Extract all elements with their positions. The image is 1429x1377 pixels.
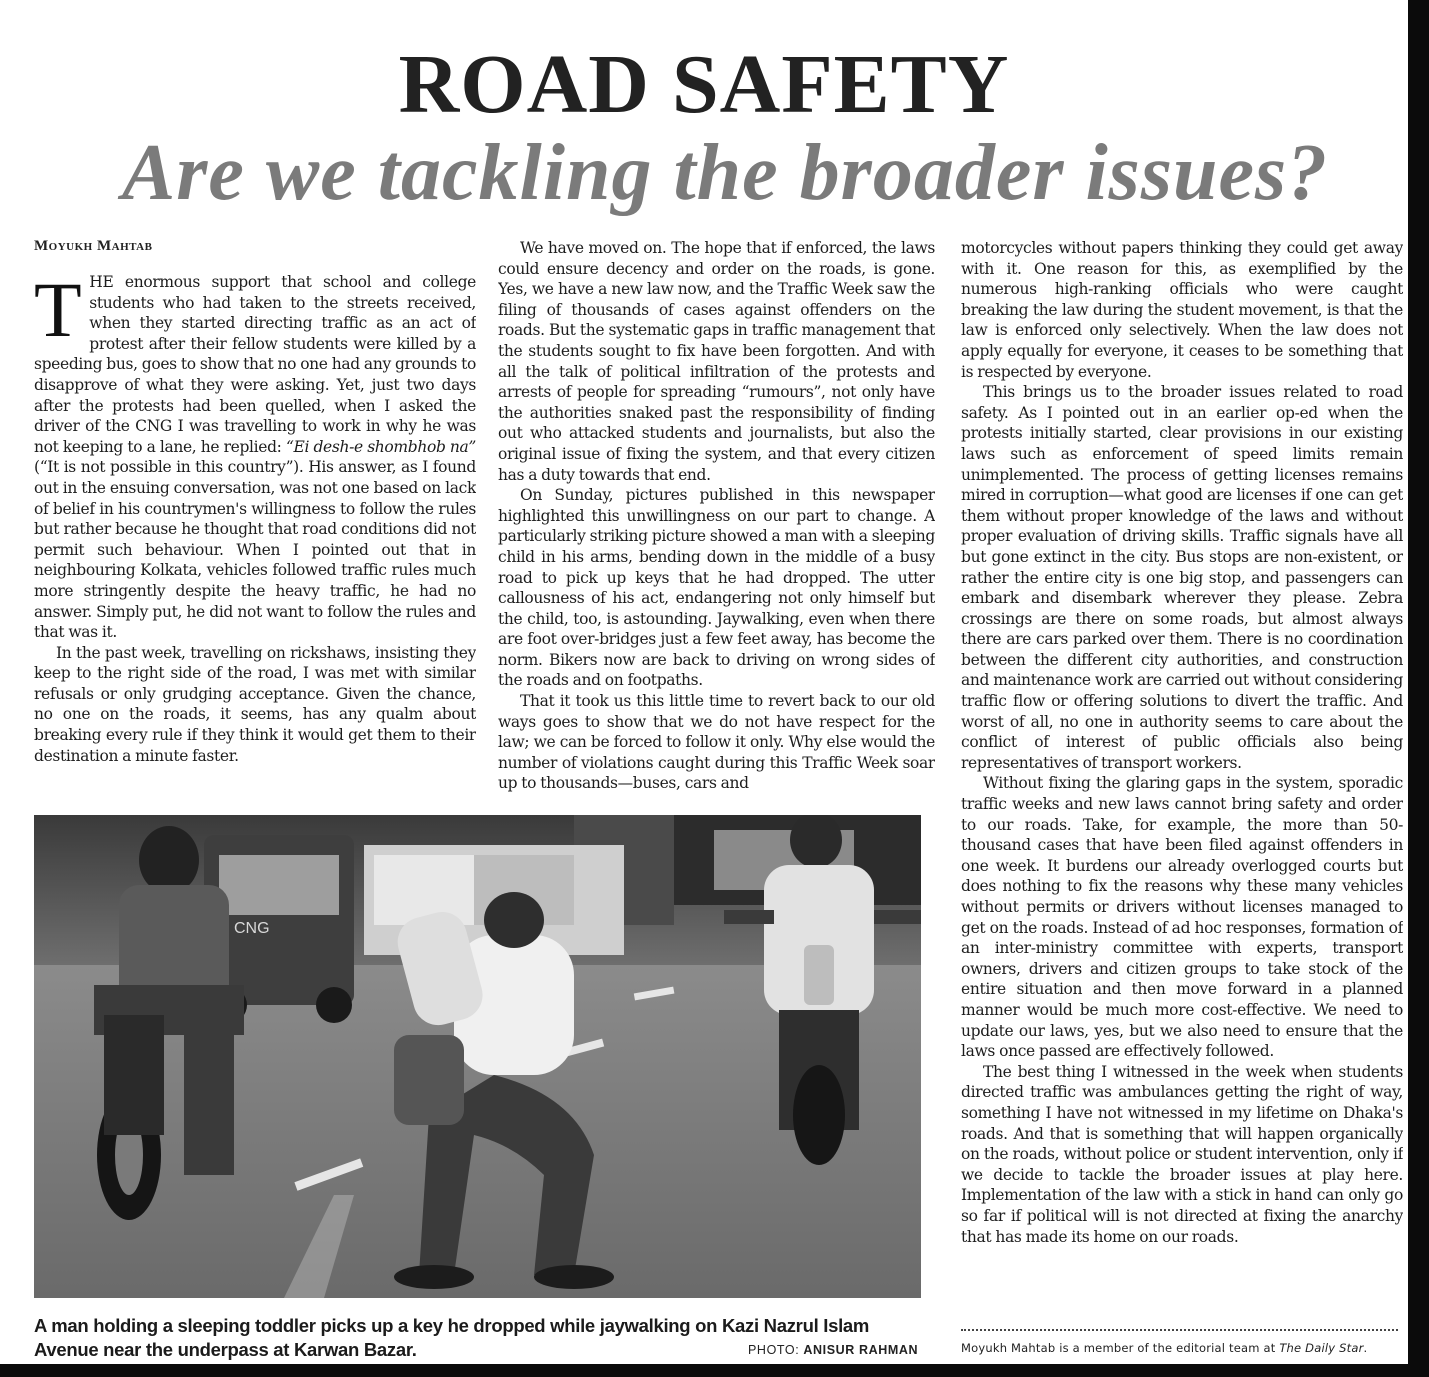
headline: ROAD SAFETY	[398, 38, 1010, 131]
bio-end: .	[1363, 1341, 1368, 1355]
quote-bengali: “Ei desh-e shombhob na”	[285, 437, 476, 456]
paragraph: This brings us to the broader issues related to road safety. As I pointed out in an earlier op-ed when the protests initially started, clear provisions in our existing laws such as enforcement of speed limits remain unimplemented. The process of getting licenses remains mired in corruption—what good are licenses if one can get them without proper knowledge of the laws and without proper evaluation of driving skills. Traffic signals have all but gone extinct in the city. Bus stops are non-existent, or rather the entire city is one big stop, and passengers can embark and disembark wherever they please. Zebra crossings are there on some roads, but almost always there are cars parked over them. There is no coordination between the different city authorities, and construction and maintenance work are carried out without considering traffic flow or offering solutions to divert the traffic. And worst of all, no one in authority seems to care about the conflict of interest of public officials also being representatives of transport workers.	[961, 383, 1403, 772]
drop-cap: T	[34, 272, 82, 353]
news-photo	[34, 815, 921, 1298]
paragraph: That it took us this little time to revert back to our old ways goes to show that we do not have respect for the law; we can be forced to follow it only. Why else would the number of violations caught during this Traffic Week soar up to thousands—buses, cars and	[498, 692, 935, 793]
paragraph: Without fixing the glaring gaps in the system, sporadic traffic weeks and new laws cannot bring safety and order to our roads. Take, for example, the more than 50-thousand cases that have been filed against offenders in one week. It burdens our already overlogged courts but does nothing to fix the reasons why these many vehicles without permits or drivers without licenses managed to get on the roads. Instead of ad hoc responses, formation of an inter-ministry committee with experts, transport owners, drivers and citizen groups to take stock of the entire situation and then move forward in a planned manner would be much more cost-effective. We need to update our laws, yes, but we also need to ensure that the laws once passed are effectively followed.	[961, 774, 1403, 1061]
paragraph: The best thing I witnessed in the week when students directed traffic was ambulances getting the right of way, something I have not witnessed in my lifetime on Dhaka's roads. And that is something that will happen organically on the roads, without police or student intervention, only if we decide to tackle the broader issues at play here. Implementation of the law with a stick in hand can only go so far if political will is not directed at fixing the anarchy that has made its home on our roads.	[961, 1062, 1403, 1246]
bottom-border-bar	[0, 1364, 1429, 1377]
paragraph-text: (“It is not possible in this country”). His answer, as I found out in the ensuing conversation, was not one based on lack of belief in his countrymen's willingness to follow the rules but rather because he thought that road conditions did not permit such behaviour. When I pointed out that in neighbouring Kolkata, vehicles followed traffic rules much more stringently despite the heavy traffic, he had no answer. Simply put, he did not want to follow the rules and that was it.	[34, 458, 476, 642]
vehicle-label: CNG	[234, 920, 270, 937]
author-bio	[961, 1341, 1367, 1355]
paragraph: On Sunday, pictures published in this newspaper highlighted this unwillingness on our part to change. A particularly striking picture showed a man with a sleeping child in his arms, bending down in the middle of a busy road to pick up keys that he had dropped. The utter callousness of his act, endangering not only himself but the child, too, is astounding. Jaywalking, even when there are foot over-bridges just a few feet away, has become the norm. Bikers now are back to driving on wrong sides of the roads and on footpaths.	[498, 486, 935, 690]
paragraph: We have moved on. The hope that if enforced, the laws could ensure decency and order on the roads, is gone. Yes, we have a new law now, and the Traffic Week saw the filing of thousands of cases against offenders on the roads. But the systematic gaps in traffic management that the students sought to fix have been forgotten. And with all the talk of political infiltration of the protests and arrests of people for spreading “rumours”, not only have the authorities snaked past the responsibility of finding out who attacked students and journalists, but also the original issue of fixing the system, and that every citizen has a duty towards that end.	[498, 239, 935, 484]
photo-caption: A man holding a sleeping toddler picks up a key he dropped while jaywalking on Kazi Nazrul Islam Avenue near the underpass at Karwan Bazar.	[34, 1315, 870, 1360]
paragraph	[34, 272, 476, 643]
paragraph: In the past week, travelling on rickshaws, insisting they keep to the right side of the road, I was met with similar refusals or only grudging acceptance. Given the chance, no one on the roads, it seems, has any qualm about breaking every rule if they think it would get them to their destination a minute faster.	[34, 643, 476, 765]
bio-divider	[961, 1329, 1398, 1331]
bio-text: Moyukh Mahtab is a member of the editorial team at	[961, 1341, 1280, 1355]
credit-label: PHOTO:	[748, 1343, 800, 1357]
publication-name: The Daily Star	[1279, 1341, 1364, 1355]
article-column-2	[498, 238, 935, 798]
photo-credit	[748, 1343, 918, 1357]
credit-name: ANISUR RAHMAN	[803, 1343, 919, 1357]
article-column-3	[961, 238, 1403, 1323]
article-column-1	[34, 272, 476, 797]
paragraph-text: enormous support that school and college students who had taken to the streets received, when they started directing traffic as an act of protest after their fellow students were killed by a speeding bus, goes to show that no one had any grounds to disapprove of what they were asking. Yet, just two days after the protests had been quelled, when I asked the driver of the CNG I was travelling to work in why he was not keeping to a lane, he replied:	[34, 273, 476, 456]
paragraph: motorcycles without papers thinking they could get away with it. One reason for this, as exemplified by the numerous high-ranking officials who were caught breaking the law during the student movement, is that the law is enforced only selectively. When the law does not apply equally for everyone, it ceases to be something that is respected by everyone.	[961, 239, 1403, 381]
lead-in-caps: HE	[89, 273, 114, 291]
subheadline: Are we tackling the broader issues?	[121, 129, 1329, 217]
byline: Moyukh Mahtab	[34, 238, 153, 254]
